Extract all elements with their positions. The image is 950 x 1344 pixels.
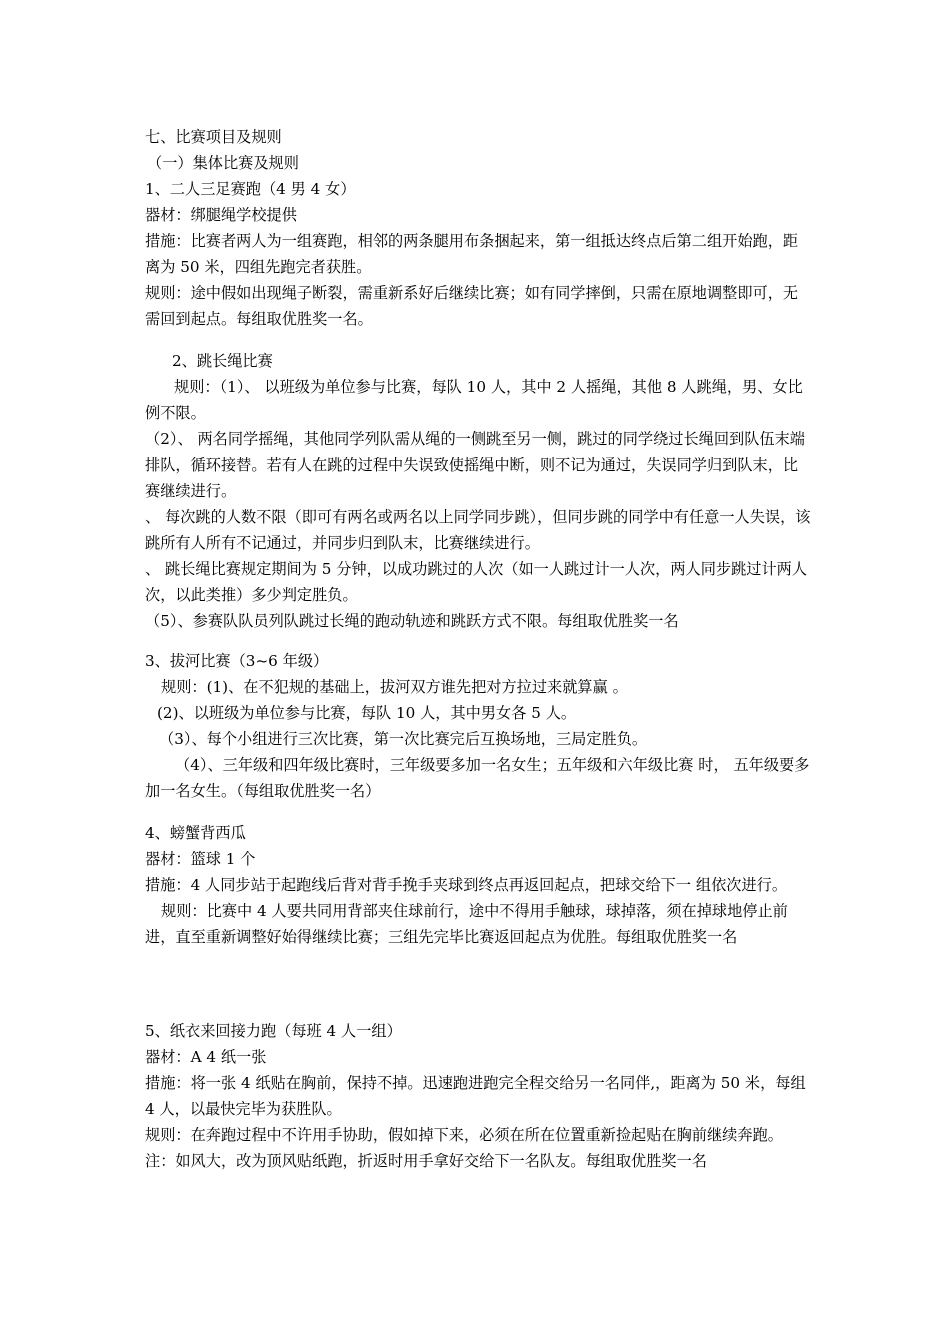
event-3 [145, 648, 813, 804]
event-title: 1、二人三足赛跑（4 男 4 女） [145, 180, 356, 198]
event-rules: 规则：在奔跑过程中不许用手协助，假如掉下来，必须在所在位置重新捡起贴在胸前继续奔跑。注：如风大，改为顶风贴纸跑，折返时用手拿好交给下一名队友。每组取优胜奖一名 [145, 1126, 783, 1170]
event-rules: 规则：比赛中 4 人要共同用背部夹住球前行，途中不得用手触球，球掉落，须在掉球地停止前进，直至重新调整好始得继续比赛；三组先完毕比赛返回起点为优胜。每组取优胜奖一名 [145, 902, 788, 946]
subsection-title: （一）集体比赛及规则 [147, 154, 299, 172]
section-title: 七、比赛项目及规则 [145, 128, 282, 146]
event-rules: 规则：途中假如出现绳子断裂，需重新系好后继续比赛；如有同学摔倒，只需在原地调整即可，无需回到起点。每组取优胜奖一名。 [145, 284, 799, 328]
event-4 [145, 820, 813, 950]
event-method: 措施：比赛者两人为一组赛跑，相邻的两条腿用布条捆起来，第一组抵达终点后第二组开始跑，距离为 50 米，四组先跑完者获胜。 [145, 232, 799, 276]
event-equipment: 器材：A 4 纸一张 [145, 1048, 267, 1066]
event-title: 2、跳长绳比赛 [172, 352, 273, 370]
event-equipment: 器材：篮球 1 个 [145, 850, 256, 868]
event-rule-1: 规则：(1)、在不犯规的基础上，拔河双方谁先把对方拉过来就算赢 。 [161, 678, 628, 696]
event-rule-1: 规则：（1）、 以班级为单位参与比赛，每队 10 人，其中 2 人摇绳，其他 8 人跳绳，男、女比例不限。 [145, 378, 803, 422]
event-2 [145, 348, 813, 634]
event-rule-3: 、 每次跳的人数不限（即可有两名或两名以上同学同步跳），但同步跳的同学中有任意一人失误，该跳所有人所有不记通过，并同步归到队末，比赛继续进行。 [145, 508, 811, 552]
event-title: 4、螃蟹背西瓜 [145, 824, 246, 842]
event-5 [145, 1018, 813, 1174]
event-equipment: 器材：绑腿绳学校提供 [145, 206, 297, 224]
event-method: 措施：4 人同步站于起跑线后背对背手挽手夹球到终点再返回起点，把球交给下一 组依次进行。 [145, 876, 788, 894]
event-rule-2: (2)、以班级为单位参与比赛，每队 10 人，其中男女各 5 人。 [157, 704, 577, 722]
event-method: 措施：将一张 4 纸贴在胸前，保持不掉。迅速跑进跑完全程交给另一名同伴,，距离为 50 米，每组 4 人，以最快完毕为获胜队。 [145, 1074, 806, 1118]
event-rule-2: （2）、 两名同学摇绳，其他同学列队需从绳的一侧跳至另一侧，跳过的同学绕过长绳回到队伍末端排队，循环接替。若有人在跳的过程中失误致使摇绳中断，则不记为通过，失误同学归到队末，比赛继续进行。 [145, 430, 805, 500]
event-rule-4: （4）、三年级和四年级比赛时，三年级要多加一名女生；五年级和六年级比赛 时， 五年级要多加一名女生。（每组取优胜奖一名） [145, 756, 810, 800]
event-title: 3、拔河比赛（3~6 年级） [145, 652, 329, 670]
event-1 [145, 176, 813, 332]
event-title: 5、纸衣来回接力跑（每班 4 人一组） [145, 1022, 402, 1040]
event-rule-3: （3）、每个小组进行三次比赛，第一次比赛完后互换场地，三局定胜负。 [159, 730, 648, 748]
event-rule-5: （5）、参赛队队员列队跳过长绳的跑动轨迹和跳跃方式不限。每组取优胜奖一名 [145, 612, 679, 630]
event-rule-4: 、 跳长绳比赛规定期间为 5 分钟，以成功跳过的人次（如一人跳过计一人次，两人同步跳过计两人次，以此类推）多少判定胜负。 [145, 560, 808, 604]
section-header [145, 124, 813, 176]
